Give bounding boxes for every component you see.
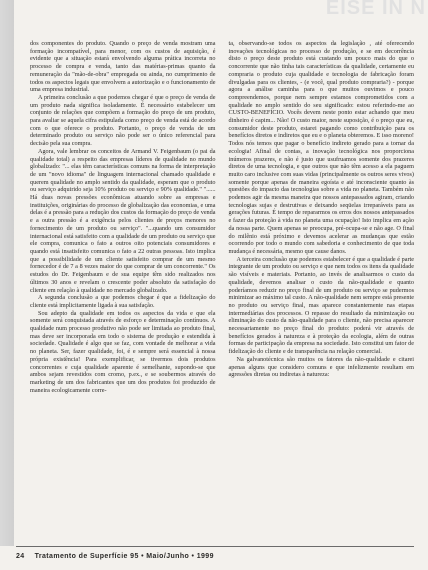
paragraph: Sou adepto da qualidade em todos os aspectos da vida e que ela somente será conquistada através de esforço e determinação contínuos. A qualidade num processo produtivo não pode ser limitada ao produto final, mas deve ser incorporada em todo o sistema de produção e estendida à sociedade. Qualidade é algo que se faz, com vontade de melhorar a vida no planeta. Ser, fazer qualidade, foi, é e sempre será essencial à nossa própria existência! Para exemplificar, se tivermos dois produtos concorrentes e cuja qualidade aparente é semelhante, supondo-se que ambos sejam revestidos com cromo, p.ex., e se soubermos através do marketing de um dos fabricantes que um dos produtos foi produzido de maneira ecologicamente corre- <box>30 309 216 394</box>
paragraph: Agora, vale lembrar os conceitos de Armand V. Feigenbaum (o pai da qualidade total) a respeito das empresas líderes de qualidade no mundo globalizado: "... elas têm características comuns na forma de interpretação de um "novo idioma" de linguagem internacional chamado qualidade e querem qualidade no amplo sentido da qualidade, esperam que o produto ou serviço adquirido seja 10% produto ou serviço e 90% qualidade." "...... Há duas novas pressões econômicas atuando sobre as empresas e instituições, originárias do processo de globalização das economias, e uma delas é a pressão para a redução dos custos da formação do preço de venda e a outra pressão é a exigência pelos clientes de preços menores no fornecimento de um produto ou serviço". "...quando um consumidor internacional está satisfeito com a qualidade de um produto ou serviço que ele compra, comunica o fato a outros oito potenciais consumidores e quando está insatisfeito comunica o fato a 22 outras pessoas. Isto implica que a possibilidade de um cliente satisfeito comprar de um mesmo fornecedor é de 7 a 8 vezes maior do que comprar de um concorrente." Os estudos do Dr. Feigenbaum e de sua equipe têm sido realizados nos últimos 30 anos e revelam o crescente poder absoluto da satisfação do cliente em relação à qualidade no mercado globalizado. <box>30 147 216 294</box>
page-footer <box>16 546 414 560</box>
paragraph: dos componentes do produto. Quando o preço de venda mostram uma formação incompatível, para menor, com os custos de aquisição, é evidente que a situação estará envolvendo alguma prática incorreta no processo de compra e venda, tanto das matérias-primas quanto da remuneração da "mão-de-obra" empregada ou ainda, no cumprimento de todos os aspectos legais que envolvem a autorização e o funcionamento de uma empresa industrial. <box>30 40 216 94</box>
paragraph: A terceira conclusão que podemos estabelecer é que a qualidade é parte integrante de um produto ou serviço e que nem todos os itens da qualidade são visíveis e materiais. Portanto, ao invés de analisarmos o custo da qualidade, devemos analisar o custo da não-qualidade e quanto poderíamos reduzir no preço final de um produto ou serviço se pudermos minimizar ao máximo tal custo. A não-qualidade nem sempre está presente no produto ou serviço final, mas aparece constantemente nas etapas intermediárias dos processos. O repasse do resultado da minimização ou eliminação do custo da não-qualidade para o cliente, não precisa aparecer necessariamente no preço final do produto: poderá vir através de benefícios gerados à natureza e à proteção da ecologia, além de outras formas de participação da empresa na sociedade. Isto constitui um fator de fidelização do cliente e de transparência na relação comercial. <box>228 255 414 356</box>
paragraph: Na galvanotécnica são muitos os fatores da não-qualidade e citarei apenas alguns que considero comuns e que infelizmente resultam em agressões diretas ou indiretas à natureza: <box>228 355 414 379</box>
page-margin-strip <box>0 0 14 546</box>
right-column <box>229 40 415 394</box>
paragraph: ta, observando-se todos os aspectos da legislação , até oferecendo inovações tecnológicas no processo de produção, e se em decorrência disto o preço deste produto está custando um pouco mais do que o concorrente que não tinha tais características da qualidade, certamente eu compraria o produto cuja qualidade e tecnologia de fabricação foram divulgadas para os clientes, - (e você, qual produto compraria?) - porque agora a análise caminha para o que muitos ouvimos e pouco compreendemos, porque nem sempre estamos comprometidos com a qualidade no amplo sentido do seu significado: estou referindo-me ao CUSTO-BENEFÍCIO. Vocês devem neste ponto estar achando que meu dinheiro é capim... Não! O custo maior, neste suposição, é o preço que eu, consumidor deste produto, estarei pagando como contribuição para os benefícios diretos e indiretos que eu e o planeta obteremos. E isso moreno! Todos nós temos que pagar o benefício indireto gerado para a tornar da ecologia! Afinal de contas, a inovação tecnológica nos proporciona inúmeros prazeres, e não é justo que usufruamos somente dos prazeres diretos de uma tecnologia, e que outros que não têm acesso a ela paguem muito caro inclusive com suas vidas (principalmente os outros seres vivos) somente porque apenas de maneira egoísta e até inconsciente quanto às questões do impacto das tecnologias sobre a vida no planeta. Também não podemos agir da mesma maneira que nossos antepassados agiram, criando tecnologias sujas e destrutivas e deixando seqüelas irreparáveis para as gerações futuras. É tempo de repararmos os erros dos nossos antepassados e fazer da proteção à vida no planeta uma ocupação! Isto implica em ação da nossa parte. Quem apenas se preocupa, pré-ocupa-se e não age. O final do milênio está próximo e devemos acelerar as mudanças que estão ocorrendo por todo o mundo com sabedoria e conhecimento de que toda mudança é necessária, mesmo que cause danos. <box>228 40 414 255</box>
watermark-text: EISE IN N <box>325 0 426 19</box>
left-column <box>30 40 216 394</box>
running-title: Tratamento de Superfície 95 • Maio/Junho • 1999 <box>34 553 214 560</box>
paragraph: A primeira conclusão a que podemos chegar é que o preço de venda de um produto nada significa isoladamente. É necessário estabelecer um conjunto de relações que compõem a formação do preço de um produto, para avaliar se aquela cifra estipulada como preço de venda está de acordo com o que oferece o produto. Portanto, o preço de venda de um determinado produto ou serviço não pode ser o único referencial para decisão pela sua compra. <box>30 93 216 148</box>
page-number: 24 <box>16 553 25 560</box>
article-body <box>30 40 414 394</box>
paragraph: A segunda conclusão a que podemos chegar é que a fidelização do cliente está implicitamente ligada à sua satisfação. <box>30 294 216 309</box>
